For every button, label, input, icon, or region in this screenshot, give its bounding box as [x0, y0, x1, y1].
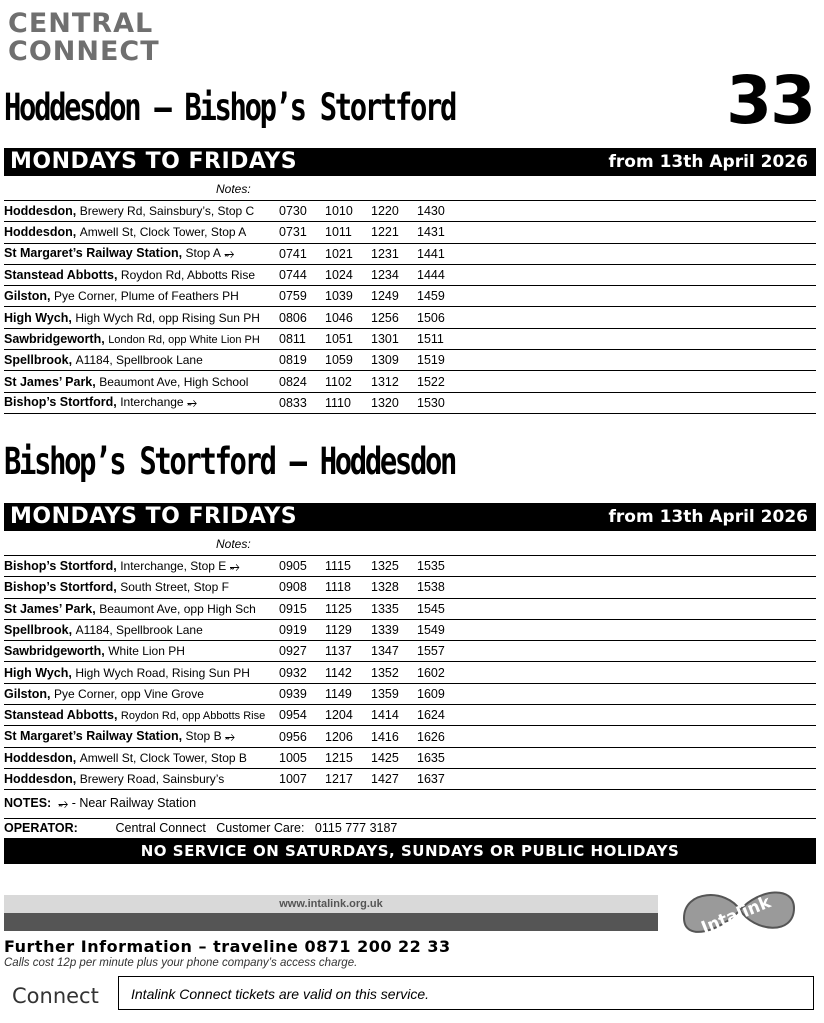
- railway-icon: ⥴: [221, 729, 236, 744]
- empty-cell: [463, 556, 816, 577]
- departure-time: 1256: [371, 307, 417, 328]
- intalink-logo: [676, 880, 802, 946]
- departure-time: 1538: [417, 577, 463, 598]
- departure-time: 0824: [279, 371, 325, 392]
- departure-time: 0932: [279, 662, 325, 683]
- departure-time: 1125: [325, 598, 371, 619]
- stop-cell: [4, 286, 279, 307]
- empty-cell: [463, 577, 816, 598]
- table-row: [4, 201, 816, 222]
- table-row: [4, 619, 816, 640]
- customer-care-phone: 0115 777 3187: [314, 821, 398, 835]
- empty-cell: [463, 662, 816, 683]
- departure-time: 0731: [279, 222, 325, 243]
- section-1-timetable: [4, 200, 816, 414]
- empty-cell: [463, 307, 816, 328]
- stop-cell: [4, 619, 279, 640]
- table-row: [4, 705, 816, 726]
- section-1-effective-date: from 13th April 2026: [608, 152, 808, 172]
- departure-time: 1234: [371, 264, 417, 285]
- departure-time: 1635: [417, 747, 463, 768]
- stop-cell: [4, 350, 279, 371]
- departure-time: 1441: [417, 243, 463, 264]
- departure-time: 0744: [279, 264, 325, 285]
- railway-icon: ⥴: [58, 796, 69, 810]
- section-1-days: MONDAYS TO FRIDAYS: [10, 149, 298, 174]
- stop-cell: [4, 556, 279, 577]
- connect-logo: Connect: [12, 984, 99, 1008]
- stop-cell: [4, 392, 279, 413]
- stop-place: Stanstead Abbotts,: [4, 268, 118, 283]
- stop-place: Spellbrook,: [4, 353, 73, 368]
- departure-time: 1142: [325, 662, 371, 683]
- stop-detail: Stop A: [185, 246, 221, 261]
- empty-cell: [463, 286, 816, 307]
- departure-time: 1312: [371, 371, 417, 392]
- departure-time: 1511: [417, 328, 463, 349]
- stop-detail: A1184, Spellbrook Lane: [75, 623, 203, 638]
- website-link[interactable]: www.intalink.org.uk: [4, 895, 658, 913]
- departure-time: 1519: [417, 350, 463, 371]
- departure-time: 1221: [371, 222, 417, 243]
- section-1-title: Hoddesdon – Bishop’s Stortford: [4, 86, 456, 129]
- departure-time: 1414: [371, 705, 417, 726]
- stop-detail: Brewery Road, Sainsbury’s: [79, 772, 225, 787]
- section-2-effective-date: from 13th April 2026: [608, 507, 808, 527]
- table-row: [4, 392, 816, 413]
- departure-time: 0759: [279, 286, 325, 307]
- departure-time: 1217: [325, 768, 371, 789]
- departure-time: 1444: [417, 264, 463, 285]
- logo-line-1: CENTRAL: [8, 8, 154, 39]
- empty-cell: [463, 371, 816, 392]
- departure-time: 0908: [279, 577, 325, 598]
- stop-cell: [4, 705, 279, 726]
- stop-cell: [4, 201, 279, 222]
- table-row: [4, 726, 816, 747]
- stop-place: Bishop’s Stortford,: [4, 395, 117, 410]
- departure-time: 0819: [279, 350, 325, 371]
- empty-cell: [463, 201, 816, 222]
- departure-time: 0905: [279, 556, 325, 577]
- notes-line: [4, 796, 816, 816]
- departure-time: 1425: [371, 747, 417, 768]
- logo-line-2: CONNECT: [8, 36, 160, 67]
- departure-time: 1059: [325, 350, 371, 371]
- departure-time: 1549: [417, 619, 463, 640]
- departure-time: 1231: [371, 243, 417, 264]
- departure-time: 1602: [417, 662, 463, 683]
- stop-place: Hoddesdon,: [4, 204, 77, 219]
- departure-time: 0811: [279, 328, 325, 349]
- stop-place: Gilston,: [4, 289, 51, 304]
- stop-place: Spellbrook,: [4, 623, 73, 638]
- section-2-notes-label: Notes:: [216, 537, 251, 551]
- departure-time: 1359: [371, 683, 417, 704]
- departure-time: 1005: [279, 747, 325, 768]
- stop-cell: [4, 577, 279, 598]
- stop-cell: [4, 683, 279, 704]
- operator-label: OPERATOR:: [4, 821, 78, 835]
- stop-detail: Pye Corner, opp Vine Grove: [54, 686, 204, 701]
- empty-cell: [463, 619, 816, 640]
- stop-detail: Roydon Rd, opp Abbotts Rise: [120, 710, 266, 723]
- departure-time: 1335: [371, 598, 417, 619]
- departure-time: 1637: [417, 768, 463, 789]
- departure-time: 0956: [279, 726, 325, 747]
- departure-time: 1206: [325, 726, 371, 747]
- departure-time: 1328: [371, 577, 417, 598]
- departure-time: 1010: [325, 201, 371, 222]
- further-info: Further Information – traveline 0871 200 22 33: [4, 937, 451, 956]
- table-row: [4, 768, 816, 789]
- empty-cell: [463, 768, 816, 789]
- departure-time: 0954: [279, 705, 325, 726]
- departure-time: 1309: [371, 350, 417, 371]
- departure-time: 1039: [325, 286, 371, 307]
- stop-cell: [4, 726, 279, 747]
- empty-cell: [463, 598, 816, 619]
- empty-cell: [463, 264, 816, 285]
- stop-detail: White Lion PH: [108, 644, 185, 659]
- stop-cell: [4, 264, 279, 285]
- table-row: [4, 222, 816, 243]
- calls-note: Calls cost 12p per minute plus your phone company’s access charge.: [4, 957, 358, 969]
- departure-time: 1024: [325, 264, 371, 285]
- departure-time: 1459: [417, 286, 463, 307]
- departure-time: 1110: [325, 392, 371, 413]
- departure-time: 1506: [417, 307, 463, 328]
- notes-text: - Near Railway Station: [71, 796, 197, 810]
- empty-cell: [463, 683, 816, 704]
- table-row: [4, 371, 816, 392]
- departure-time: 1011: [325, 222, 371, 243]
- table-row: [4, 264, 816, 285]
- section-2-days-bar: [4, 503, 816, 531]
- notes-label: NOTES:: [4, 796, 52, 810]
- stop-detail: Stop B: [185, 729, 222, 744]
- empty-cell: [463, 350, 816, 371]
- operator-line: [4, 818, 816, 839]
- departure-time: 1347: [371, 641, 417, 662]
- stop-place: Sawbridgeworth,: [4, 644, 105, 659]
- departure-time: 1609: [417, 683, 463, 704]
- departure-time: 0741: [279, 243, 325, 264]
- departure-time: 1102: [325, 371, 371, 392]
- empty-cell: [463, 726, 816, 747]
- customer-care-label: Customer Care:: [216, 821, 305, 835]
- stop-detail: Amwell St, Clock Tower, Stop A: [79, 225, 247, 240]
- stop-place: Gilston,: [4, 686, 51, 701]
- table-row: [4, 662, 816, 683]
- departure-time: 1215: [325, 747, 371, 768]
- stop-cell: [4, 768, 279, 789]
- stop-detail: High Wych Road, Rising Sun PH: [75, 665, 250, 680]
- departure-time: 1137: [325, 641, 371, 662]
- empty-cell: [463, 328, 816, 349]
- stop-place: Stanstead Abbotts,: [4, 708, 118, 723]
- railway-icon: ⥴: [183, 395, 198, 410]
- table-row: [4, 243, 816, 264]
- table-row: [4, 577, 816, 598]
- departure-time: 1624: [417, 705, 463, 726]
- departure-time: 1220: [371, 201, 417, 222]
- stop-detail: Interchange: [120, 395, 184, 410]
- stop-cell: [4, 222, 279, 243]
- operator-name: Central Connect: [115, 821, 206, 835]
- table-row: [4, 328, 816, 349]
- departure-time: 0927: [279, 641, 325, 662]
- departure-time: 1535: [417, 556, 463, 577]
- departure-time: 1339: [371, 619, 417, 640]
- departure-time: 1557: [417, 641, 463, 662]
- stop-cell: [4, 328, 279, 349]
- table-row: [4, 350, 816, 371]
- departure-time: 0730: [279, 201, 325, 222]
- departure-time: 1118: [325, 577, 371, 598]
- table-row: [4, 641, 816, 662]
- departure-time: 1021: [325, 243, 371, 264]
- departure-time: 1431: [417, 222, 463, 243]
- departure-time: 1522: [417, 371, 463, 392]
- table-row: [4, 307, 816, 328]
- section-2-days: MONDAYS TO FRIDAYS: [10, 504, 298, 529]
- stop-cell: [4, 747, 279, 768]
- stop-detail: A1184, Spellbrook Lane: [75, 353, 203, 368]
- empty-cell: [463, 392, 816, 413]
- stop-place: St Margaret’s Railway Station,: [4, 729, 183, 744]
- section-1-days-bar: [4, 148, 816, 176]
- departure-time: 1416: [371, 726, 417, 747]
- stop-detail: London Rd, opp White Lion PH: [108, 333, 260, 346]
- departure-time: 1051: [325, 328, 371, 349]
- departure-time: 0833: [279, 392, 325, 413]
- stop-place: St James’ Park,: [4, 374, 96, 389]
- table-row: [4, 683, 816, 704]
- stop-detail: Roydon Rd, Abbotts Rise: [120, 268, 255, 283]
- stop-place: Hoddesdon,: [4, 750, 77, 765]
- departure-time: 0915: [279, 598, 325, 619]
- departure-time: 0806: [279, 307, 325, 328]
- stop-place: Hoddesdon,: [4, 772, 77, 787]
- stop-cell: [4, 371, 279, 392]
- railway-icon: ⥴: [220, 246, 235, 261]
- departure-time: 1352: [371, 662, 417, 683]
- table-row: [4, 286, 816, 307]
- stop-cell: [4, 243, 279, 264]
- empty-cell: [463, 705, 816, 726]
- table-row: [4, 556, 816, 577]
- departure-time: 0939: [279, 683, 325, 704]
- railway-icon: ⥴: [226, 558, 240, 573]
- stop-cell: [4, 307, 279, 328]
- no-service-banner: NO SERVICE ON SATURDAYS, SUNDAYS OR PUBLIC HOLIDAYS: [4, 838, 816, 864]
- section-2-title: Bishop’s Stortford – Hoddesdon: [4, 440, 456, 483]
- stop-detail: Beaumont Ave, High School: [99, 374, 249, 389]
- section-2-timetable: [4, 555, 816, 790]
- stop-place: Hoddesdon,: [4, 225, 77, 240]
- departure-time: 1115: [325, 556, 371, 577]
- website-bar-dark: [4, 913, 658, 931]
- route-number: 33: [726, 62, 814, 139]
- departure-time: 0919: [279, 619, 325, 640]
- stop-detail: Beaumont Ave, opp High Sch: [99, 601, 256, 616]
- tickets-note: Intalink Connect tickets are valid on this service.: [118, 976, 814, 1010]
- stop-detail: High Wych Rd, opp Rising Sun PH: [75, 310, 260, 325]
- central-connect-logo: [8, 10, 160, 66]
- section-1-notes-label: Notes:: [216, 182, 251, 196]
- departure-time: 1325: [371, 556, 417, 577]
- stop-cell: [4, 598, 279, 619]
- table-row: [4, 747, 816, 768]
- departure-time: 1007: [279, 768, 325, 789]
- stop-detail: Pye Corner, Plume of Feathers PH: [54, 289, 239, 304]
- departure-time: 1204: [325, 705, 371, 726]
- stop-cell: [4, 662, 279, 683]
- empty-cell: [463, 747, 816, 768]
- stop-detail: Interchange, Stop E: [120, 558, 227, 573]
- empty-cell: [463, 641, 816, 662]
- departure-time: 1427: [371, 768, 417, 789]
- departure-time: 1301: [371, 328, 417, 349]
- stop-detail: South Street, Stop F: [120, 580, 229, 595]
- stop-place: Bishop’s Stortford,: [4, 558, 117, 573]
- intalink-logo-text: Intalink: [698, 892, 774, 939]
- departure-time: 1545: [417, 598, 463, 619]
- departure-time: 1626: [417, 726, 463, 747]
- stop-place: St James’ Park,: [4, 601, 96, 616]
- stop-detail: Amwell St, Clock Tower, Stop B: [79, 750, 247, 765]
- empty-cell: [463, 243, 816, 264]
- departure-time: 1249: [371, 286, 417, 307]
- stop-place: St Margaret’s Railway Station,: [4, 246, 183, 261]
- departure-time: 1046: [325, 307, 371, 328]
- stop-place: High Wych,: [4, 665, 72, 680]
- table-row: [4, 598, 816, 619]
- stop-place: Sawbridgeworth,: [4, 331, 105, 346]
- departure-time: 1149: [325, 683, 371, 704]
- departure-time: 1320: [371, 392, 417, 413]
- departure-time: 1129: [325, 619, 371, 640]
- stop-place: High Wych,: [4, 310, 72, 325]
- stop-detail: Brewery Rd, Sainsbury’s, Stop C: [79, 204, 255, 219]
- empty-cell: [463, 222, 816, 243]
- stop-cell: [4, 641, 279, 662]
- departure-time: 1430: [417, 201, 463, 222]
- stop-place: Bishop’s Stortford,: [4, 580, 117, 595]
- departure-time: 1530: [417, 392, 463, 413]
